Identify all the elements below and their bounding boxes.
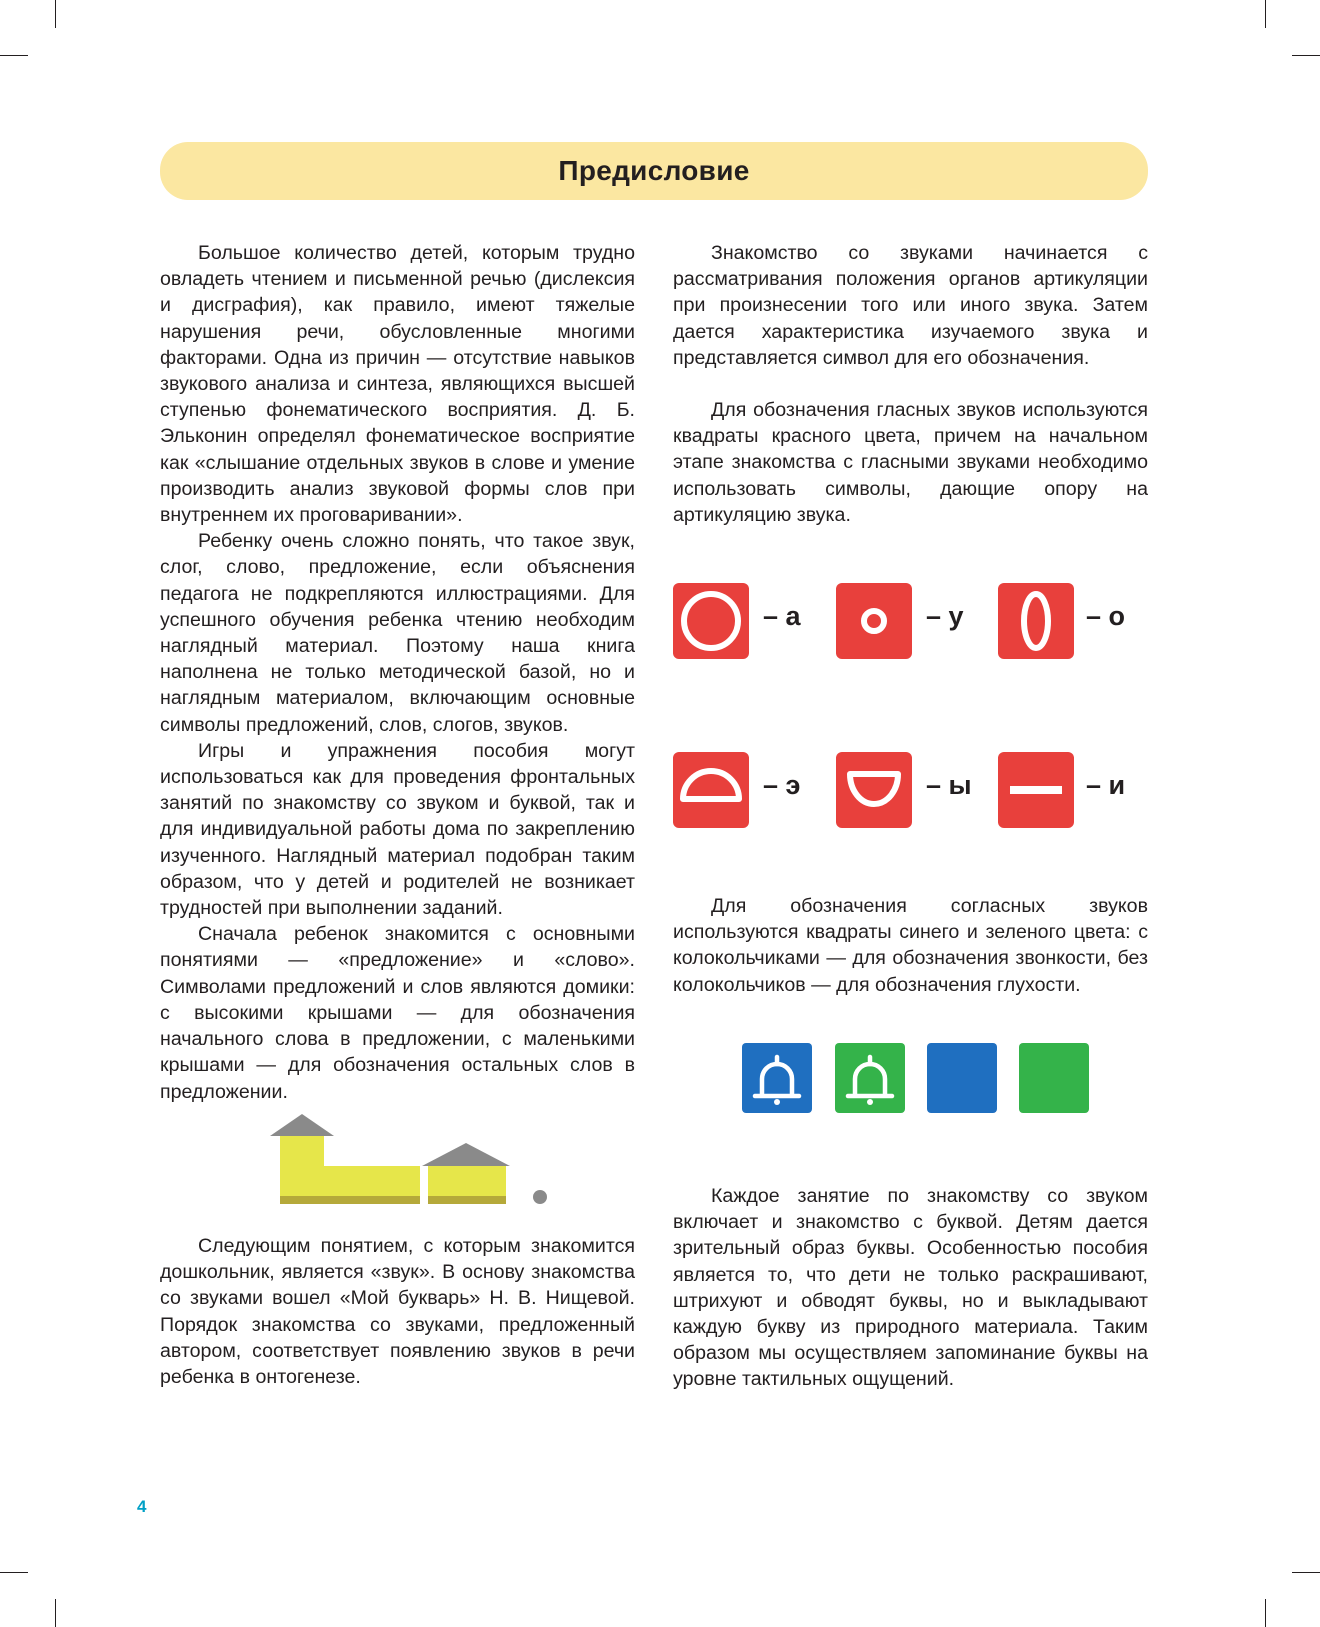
paragraph: Знакомство со звуками начинается с рассматривания положения органов артикуляции при произнесении того или иного звука. Затем дается характеристика изучаемого звука и представляется символ для его обозначения. bbox=[673, 242, 1148, 369]
crop-mark bbox=[1292, 55, 1320, 56]
crop-mark bbox=[0, 55, 28, 56]
house-small-roof-icon bbox=[422, 1143, 510, 1204]
vowel-label: – о bbox=[1086, 601, 1126, 631]
right-column-consonants bbox=[673, 893, 1148, 998]
voiced-green-bell-icon bbox=[835, 1043, 905, 1113]
paragraph: Каждое занятие по знакомству со звуком включает и знакомство с буквой. Детям дается зрительный образ буквы. Особенностью пособия является то, что дети не только раскрашивают, штрихуют и обводят буквы, но и выкладывают каждую букву из природного материала. Таким образом мы осуществляем запоминание буквы на уровне тактильных ощущений. bbox=[673, 1185, 1148, 1391]
sentence-houses-illustration bbox=[270, 1108, 560, 1208]
period-dot-icon bbox=[533, 1190, 547, 1204]
oval-ring-icon bbox=[998, 583, 1074, 659]
right-column-intro bbox=[673, 240, 1148, 528]
bar-icon bbox=[998, 752, 1074, 828]
vowel-label: – и bbox=[1086, 770, 1126, 800]
crop-mark bbox=[0, 1572, 28, 1573]
vowel-symbols-row-2 bbox=[673, 752, 1153, 828]
crop-mark bbox=[55, 0, 56, 28]
page-title: Предисловие bbox=[558, 155, 750, 186]
crop-mark bbox=[1265, 1599, 1266, 1627]
dome-icon bbox=[673, 752, 749, 828]
paragraph: Большое количество детей, которым трудно овладеть чтением и письменной речью (дислексия и дисграфия), как правило, имеют тяжелые нарушения речи, обусловленные многими факторами. Одна из причин — отсутствие навыков звукового анализа и синтеза, являющихся высшей ступенью фонематического восприятия. Д. Б. Эльконин определял фонематическое восприятие как «слышание отдельных звуков в слове и умение производить анализ звуковой формы слов при внутреннем их проговаривании». bbox=[160, 242, 635, 527]
voiceless-green-square bbox=[1019, 1043, 1089, 1113]
house-tall-roof-icon bbox=[270, 1114, 420, 1204]
paragraph: Следующим понятием, с которым знакомится дошкольник, является «звук». В основу знакомства со звуками вошел «Мой букварь» Н. В. Нищевой. Порядок знакомства со звуками, предложенный автором, соответствует появлению звуков в речи ребенка в онтогенезе. bbox=[160, 1235, 635, 1389]
page-number: 4 bbox=[137, 1497, 147, 1516]
title-banner bbox=[160, 142, 1148, 200]
vowel-label: – у bbox=[926, 601, 964, 631]
paragraph: Для обозначения гласных звуков используются квадраты красного цвета, причем на начальном этапе знакомства с гласными звуками необходимо использовать символы, дающие опору на артикуляцию звука. bbox=[673, 399, 1148, 526]
vowel-label: – э bbox=[763, 770, 801, 800]
crop-mark bbox=[55, 1599, 56, 1627]
left-column-bottom bbox=[160, 1233, 635, 1390]
right-column-letters bbox=[673, 1183, 1148, 1393]
small-ring-icon bbox=[836, 583, 912, 659]
paragraph: Ребенку очень сложно понять, что такое звук, слог, слово, предложение, если объяснения педагога не подкрепляются иллюстрациями. Для успешного обучения ребенка чтению необходим наглядный материал. Поэтому наша книга наполнена не только методической базой, но и наглядным материалом, включающим основные символы предложений, слов, слогов, звуков. bbox=[160, 530, 635, 736]
big-ring-icon bbox=[673, 583, 749, 659]
left-column bbox=[160, 240, 635, 1105]
crop-mark bbox=[1265, 0, 1266, 28]
paragraph: Игры и упражнения пособия могут использоваться как для проведения фронтальных занятий по знакомству со звуком и буквой, так и для индивидуальной работы дома по закреплению изученного. Наглядный материал подобран таким образом, что у детей и родителей не возникает трудностей при выполнении заданий. bbox=[160, 739, 635, 920]
bowl-icon bbox=[836, 752, 912, 828]
paragraph: Сначала ребенок знакомится с основными понятиями — «предложение» и «слово». Символами предложений и слов являются домики: с высокими крышами — для обозначения начального слова в предложении, с маленькими крышами — для обозначения остальных слов в предложении. bbox=[160, 923, 635, 1103]
crop-mark bbox=[1292, 1572, 1320, 1573]
vowel-label: – ы bbox=[926, 770, 972, 800]
paragraph: Для обозначения согласных звуков используются квадраты синего и зеленого цвета: с колокольчиками — для обозначения звонкости, без колокольчиков — для обозначения глухости. bbox=[673, 895, 1148, 996]
voiceless-blue-square bbox=[927, 1043, 997, 1113]
vowel-symbols-row-1 bbox=[673, 583, 1153, 659]
voiced-blue-bell-icon bbox=[742, 1043, 812, 1113]
vowel-label: – а bbox=[763, 601, 801, 631]
consonant-symbols-row bbox=[742, 1043, 1092, 1113]
